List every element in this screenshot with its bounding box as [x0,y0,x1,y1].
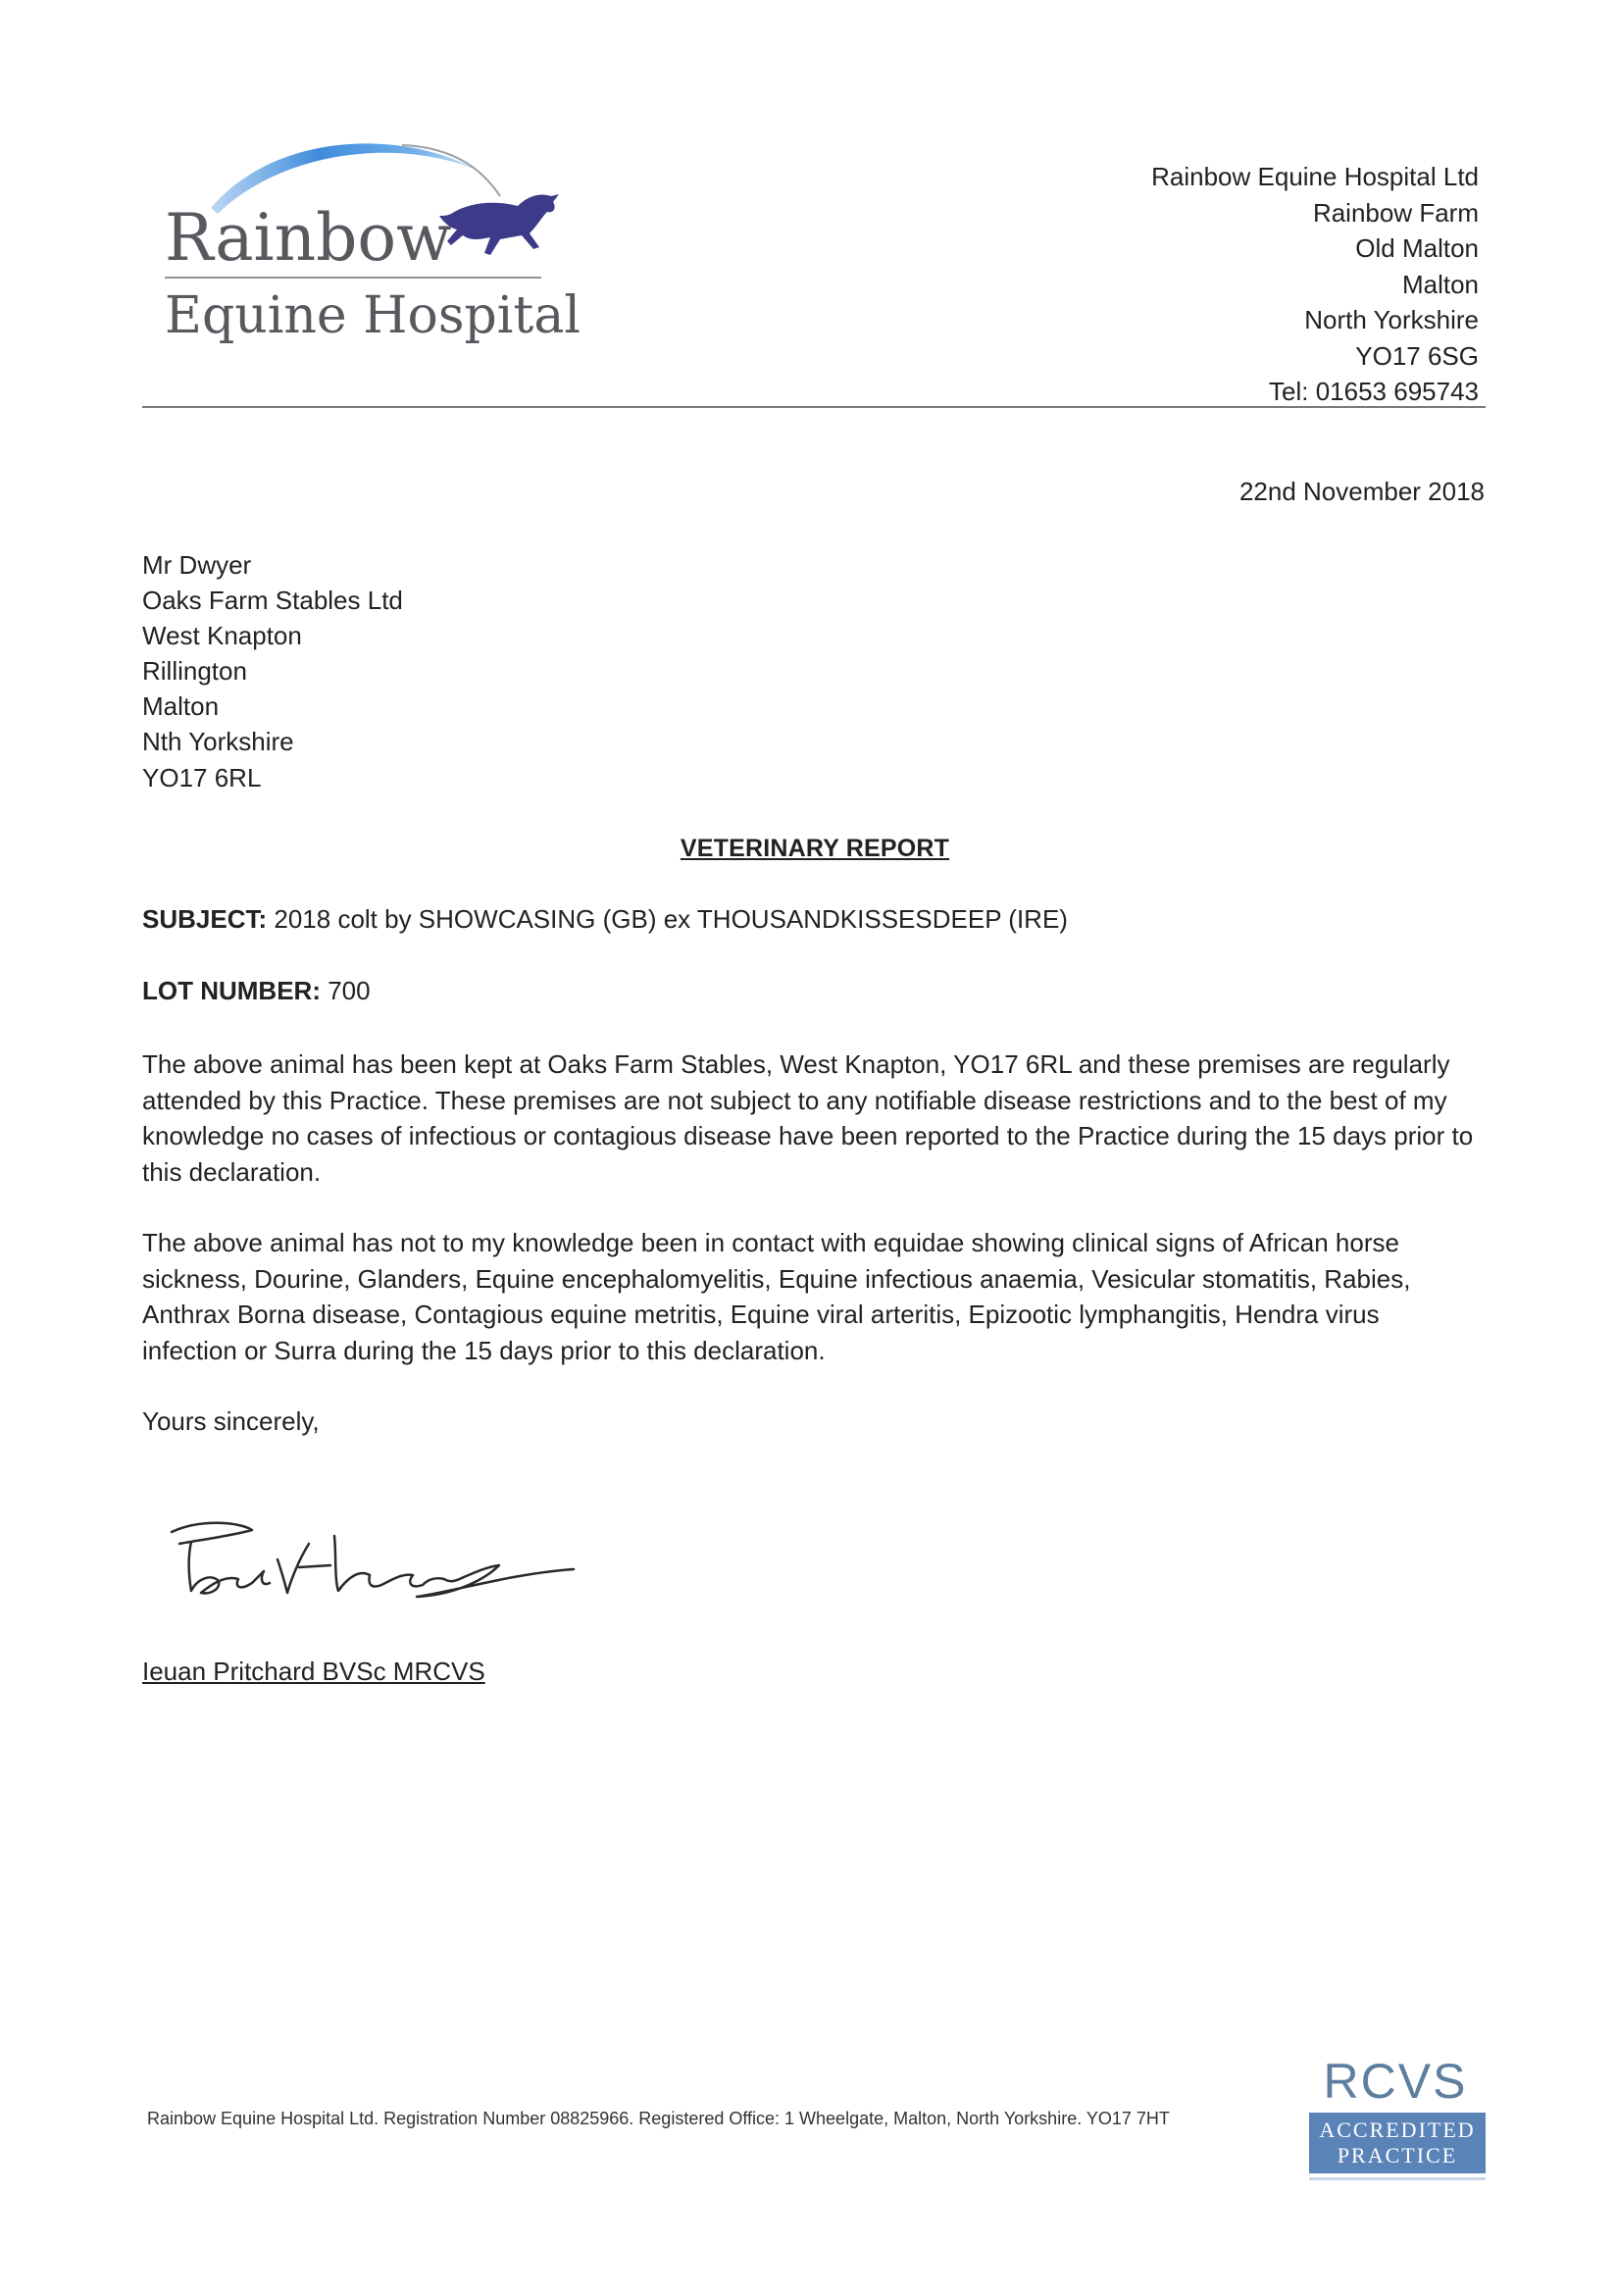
logo-title: Rainbow [165,200,452,276]
closing: Yours sincerely, [142,1406,320,1436]
lot-value: 700 [328,976,371,1005]
address-line: Old Malton [1355,233,1479,263]
recipient-line: Rillington [142,656,247,687]
recipient-line: Nth Yorkshire [142,727,294,757]
recipient-line: Malton [142,691,220,722]
address-line: Rainbow Farm [1312,197,1479,228]
subject-value: 2018 colt by SHOWCASING (GB) ex THOUSANDKISSESDEEP (IRE) [274,904,1068,934]
lot-label: LOT NUMBER: [142,976,321,1005]
report-title: VETERINARY REPORT [680,835,950,862]
footer-registration: Rainbow Equine Hospital Ltd. Registration Number 08825966. Registered Office: 1 Wheelgate, Malton, North Yorkshire. YO17 7HT [147,2109,1170,2128]
recipient-address [142,547,403,795]
recipient-line: Mr Dwyer [142,550,252,580]
rcvs-accredited-box [1309,2113,1486,2173]
header-divider [142,406,1486,408]
horse-icon [439,194,559,255]
rcvs-accredited-badge [1309,2056,1486,2183]
signatory-name: Ieuan Pritchard BVSc MRCVS [142,1657,485,1686]
subject-line [142,904,1068,935]
address-line: North Yorkshire [1304,305,1479,334]
address-line: Malton [1401,269,1479,299]
subject-label: SUBJECT: [142,904,268,934]
rcvs-underline [1309,2177,1486,2180]
recipient-line: Oaks Farm Stables Ltd [142,586,403,616]
address-phone: Tel: 01653 695743 [1269,377,1479,406]
recipient-line: YO17 6RL [142,762,262,792]
logo-divider [165,277,541,279]
logo-subtitle: Equine Hospital [165,286,581,345]
address-line: Rainbow Equine Hospital Ltd [1151,162,1479,191]
rcvs-line-1: ACCREDITED [1319,2117,1476,2142]
letter-date: 22nd November 2018 [1238,477,1485,506]
paragraph-contact: The above animal has not to my knowledge been in contact with equidae showing clinical signs of African horse sickness, Dourine, Glanders, Equine encephalomyelitis, Equine infectious anaemia, Vesicular stomatitis, Rabies, Anthrax Borna disease, Contagious equine metritis, Equine viral arteritis, Epizootic lymphangitis, Hendra virus infection or Surra during the 15 days prior to this declaration. [142,1228,1411,1365]
lot-line [142,976,371,1006]
paragraph-premises: The above animal has been kept at Oaks Farm Stables, West Knapton, YO17 6RL and these premises are regularly attended by this Practice. These premises are not subject to any notifiable disease restrictions and to the best of my knowledge no cases of infectious or contagious disease have been reported to the Practice during the 15 days prior to this declaration. [142,1049,1474,1187]
rcvs-mark: RCVS [1323,2054,1468,2109]
signature [162,1501,583,1608]
recipient-line: West Knapton [142,621,302,651]
hospital-address [1151,159,1479,410]
address-line: YO17 6SG [1355,340,1479,371]
rcvs-line-2: PRACTICE [1337,2143,1458,2168]
